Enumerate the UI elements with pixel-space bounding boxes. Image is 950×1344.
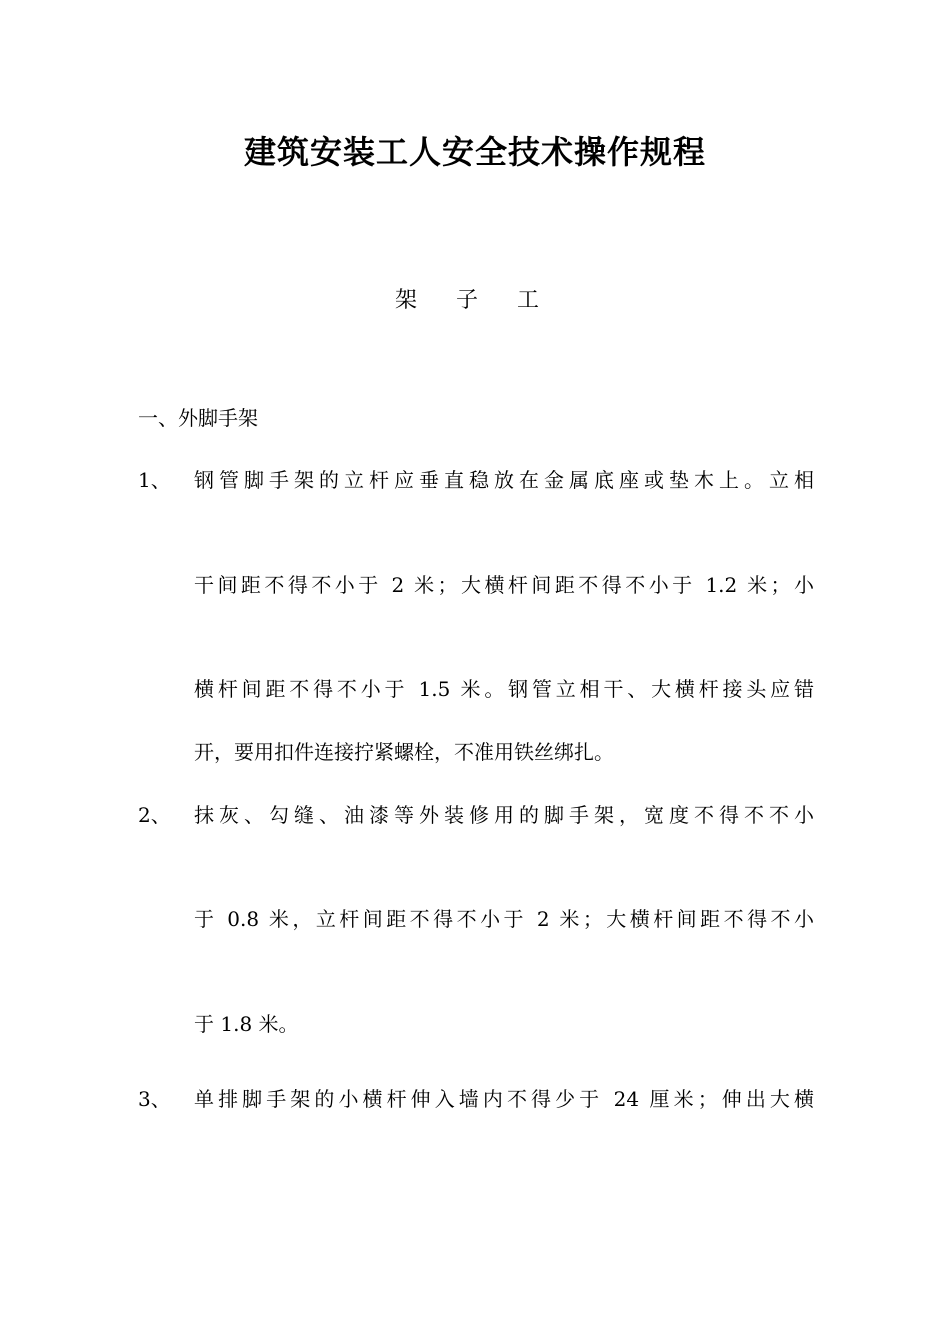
subsection-heading: 一、外脚手架 xyxy=(138,406,258,430)
paragraph-line: 开，要用扣件连接拧紧螺栓，不准用铁丝绑扎。 xyxy=(194,740,614,764)
item-number: 3、 xyxy=(138,1087,171,1111)
paragraph-line: 于 0.8 米，立杆间距不得不小于 2 米；大横杆间距不得不小 xyxy=(194,907,814,931)
item-number: 2、 xyxy=(138,803,171,827)
paragraph-line: 横杆间距不得不小于 1.5 米。钢管立相干、大横杆接头应错 xyxy=(194,677,814,701)
paragraph-line: 于 1.8 米。 xyxy=(194,1012,299,1036)
paragraph-line: 干间距不得不小于 2 米；大横杆间距不得不小于 1.2 米；小 xyxy=(194,573,814,597)
paragraph-line: 钢管脚手架的立杆应垂直稳放在金属底座或垫木上。立相 xyxy=(194,468,814,492)
section-title: 架 子 工 xyxy=(395,288,555,313)
document-title: 建筑安装工人安全技术操作规程 xyxy=(243,133,706,171)
paragraph-line: 单排脚手架的小横杆伸入墙内不得少于 24 厘米；伸出大横 xyxy=(194,1087,814,1111)
item-number: 1、 xyxy=(138,468,171,492)
paragraph-line: 抹灰、勾缝、油漆等外装修用的脚手架，宽度不得不不小 xyxy=(194,803,814,827)
